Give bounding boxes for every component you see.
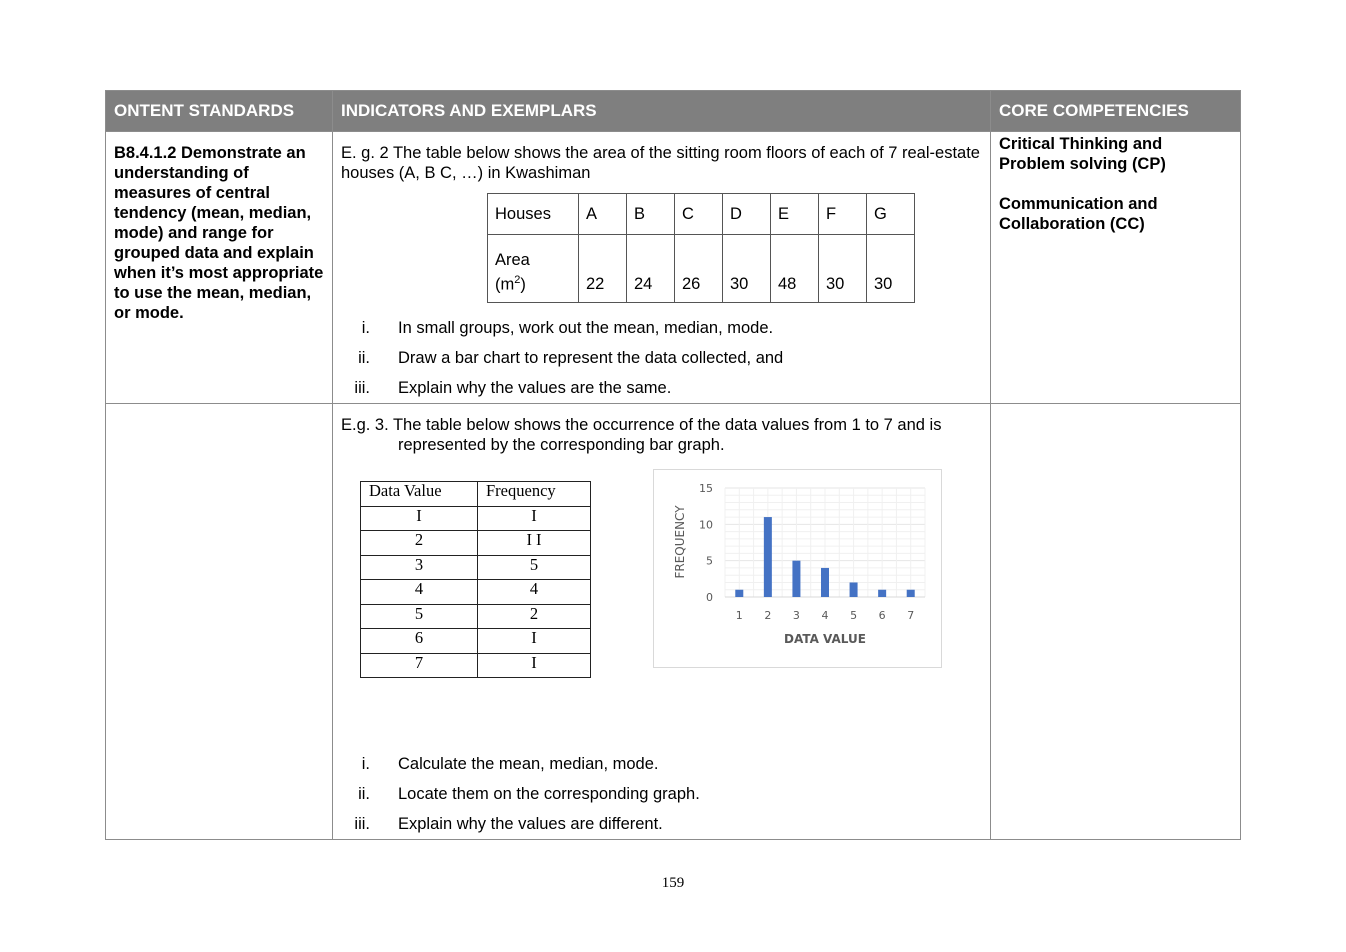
chart-bar bbox=[735, 590, 743, 597]
area-cell: 26 bbox=[675, 235, 723, 303]
competencies-cell-empty bbox=[991, 404, 1241, 840]
frequency-cell: I bbox=[478, 629, 591, 654]
chart-y-tick-label: 15 bbox=[699, 482, 713, 495]
indicator-cell-example2 bbox=[333, 132, 991, 404]
task-number: ii. bbox=[358, 349, 370, 367]
area-label bbox=[488, 235, 579, 303]
task-text: Calculate the mean, median, mode. bbox=[398, 755, 659, 773]
frequency-cell: 4 bbox=[478, 580, 591, 605]
task-text: Draw a bar chart to represent the data collected, and bbox=[398, 349, 784, 367]
list-item bbox=[341, 373, 982, 403]
chart-x-tick-label: 2 bbox=[764, 609, 772, 622]
header-row bbox=[106, 91, 1241, 132]
competency-communication: Communication and Collaboration (CC) bbox=[999, 195, 1158, 233]
chart-y-axis-label: FREQUENCY bbox=[673, 505, 687, 579]
list-item bbox=[341, 343, 982, 373]
frequency-cell: 2 bbox=[478, 604, 591, 629]
chart-y-tick-label: 5 bbox=[706, 554, 713, 568]
area-cell: 48 bbox=[771, 235, 819, 303]
data-value-cell: 6 bbox=[361, 629, 478, 654]
chart-x-axis-label: DATA VALUE bbox=[784, 632, 866, 646]
frequency-cell: I bbox=[478, 653, 591, 678]
data-value-cell: 7 bbox=[361, 653, 478, 678]
chart-x-tick-label: 1 bbox=[735, 609, 743, 622]
chart-y-ticks bbox=[699, 482, 713, 604]
list-item bbox=[341, 313, 982, 343]
task-number: ii. bbox=[358, 785, 370, 803]
data-value-cell: 4 bbox=[361, 580, 478, 605]
frequency-bar-chart bbox=[653, 469, 942, 668]
data-value-cell: 5 bbox=[361, 604, 478, 629]
chart-svg bbox=[654, 470, 941, 667]
chart-y-tick-label: 10 bbox=[699, 518, 713, 532]
frequency-table bbox=[360, 481, 591, 678]
frequency-header-row bbox=[361, 482, 591, 507]
curriculum-table bbox=[105, 90, 1241, 840]
houses-row bbox=[488, 194, 915, 235]
chart-x-tick-label: 7 bbox=[907, 609, 915, 622]
house-cell: F bbox=[819, 194, 867, 235]
header-core-competencies: CORE COMPETENCIES bbox=[991, 91, 1241, 132]
competency-critical-thinking: Critical Thinking and Problem solving (CP) bbox=[999, 135, 1166, 173]
houses-label: Houses bbox=[488, 194, 579, 235]
list-item bbox=[341, 749, 982, 779]
task-number: i. bbox=[361, 755, 370, 773]
chart-x-ticks bbox=[736, 609, 914, 622]
header-indicators-exemplars: INDICATORS AND EXEMPLARS bbox=[333, 91, 991, 132]
table-row bbox=[361, 604, 591, 629]
standard-cell-empty bbox=[106, 404, 333, 840]
table-row bbox=[361, 506, 591, 531]
frequency-cell: I bbox=[478, 506, 591, 531]
task-number: iii. bbox=[354, 815, 370, 833]
house-cell: G bbox=[867, 194, 915, 235]
example3-intro: E.g. 3. The table below shows the occurrence of the data values from 1 to 7 and is represented by the corresponding bar graph. bbox=[341, 416, 942, 454]
chart-bar bbox=[850, 582, 858, 597]
header-content-standards: ONTENT STANDARDS bbox=[106, 91, 333, 132]
data-value-cell: 3 bbox=[361, 555, 478, 580]
frequency-cell: I I bbox=[478, 531, 591, 556]
task-text: Locate them on the corresponding graph. bbox=[398, 785, 700, 803]
area-label-text: Area bbox=[495, 250, 530, 269]
task-number: i. bbox=[361, 319, 370, 337]
chart-bar bbox=[764, 517, 772, 597]
table-row bbox=[106, 132, 1241, 404]
house-cell: D bbox=[723, 194, 771, 235]
task-text: In small groups, work out the mean, median, mode. bbox=[398, 319, 774, 337]
chart-x-tick-label: 3 bbox=[792, 609, 800, 622]
chart-bar bbox=[878, 590, 886, 597]
column-header-data-value: Data Value bbox=[361, 482, 478, 507]
table-row bbox=[361, 653, 591, 678]
house-cell: A bbox=[579, 194, 627, 235]
task-text: Explain why the values are different. bbox=[398, 815, 663, 833]
data-value-cell: I bbox=[361, 506, 478, 531]
house-cell: C bbox=[675, 194, 723, 235]
chart-bar bbox=[907, 590, 915, 597]
area-cell: 30 bbox=[819, 235, 867, 303]
column-header-frequency: Frequency bbox=[478, 482, 591, 507]
area-row bbox=[488, 235, 915, 303]
standard-cell bbox=[106, 132, 333, 404]
table-row bbox=[361, 531, 591, 556]
table-row bbox=[361, 555, 591, 580]
area-cell: 24 bbox=[627, 235, 675, 303]
house-cell: E bbox=[771, 194, 819, 235]
chart-x-tick-label: 5 bbox=[850, 609, 858, 622]
area-unit-suffix: ) bbox=[520, 275, 526, 293]
chart-x-tick-label: 4 bbox=[821, 609, 829, 622]
house-cell: B bbox=[627, 194, 675, 235]
page-number: 159 bbox=[661, 875, 685, 891]
example2-intro: E. g. 2 The table below shows the area of the sitting room floors of each of 7 real-estate houses (A, B C, …) in Kwashiman bbox=[341, 144, 980, 182]
indicator-cell-example3 bbox=[333, 404, 991, 840]
chart-x-tick-label: 6 bbox=[878, 609, 886, 622]
task-number: iii. bbox=[354, 379, 370, 397]
list-item bbox=[341, 809, 982, 839]
chart-bar bbox=[821, 568, 829, 597]
area-unit-power: 2 bbox=[514, 273, 521, 286]
data-value-cell: 2 bbox=[361, 531, 478, 556]
example3-figures bbox=[341, 455, 982, 715]
area-cell: 22 bbox=[579, 235, 627, 303]
task-text: Explain why the values are the same. bbox=[398, 379, 672, 397]
area-cell: 30 bbox=[723, 235, 771, 303]
table-row bbox=[361, 629, 591, 654]
houses-area-table bbox=[487, 193, 915, 303]
chart-bar bbox=[792, 561, 800, 597]
content-standard-text: B8.4.1.2 Demonstrate an understanding of measures of central tendency (mean, median, mode) and range for grouped data and explain when it’s most appropriate to use the mean, median, or mode. bbox=[114, 144, 324, 322]
competencies-cell bbox=[991, 132, 1241, 404]
area-cell: 30 bbox=[867, 235, 915, 303]
table-row bbox=[106, 404, 1241, 840]
example2-task-list bbox=[341, 313, 982, 403]
list-item bbox=[341, 779, 982, 809]
example3-task-list bbox=[341, 749, 982, 839]
area-unit-prefix: (m bbox=[495, 275, 515, 293]
chart-y-tick-label: 0 bbox=[706, 591, 713, 604]
frequency-cell: 5 bbox=[478, 555, 591, 580]
table-row bbox=[361, 580, 591, 605]
